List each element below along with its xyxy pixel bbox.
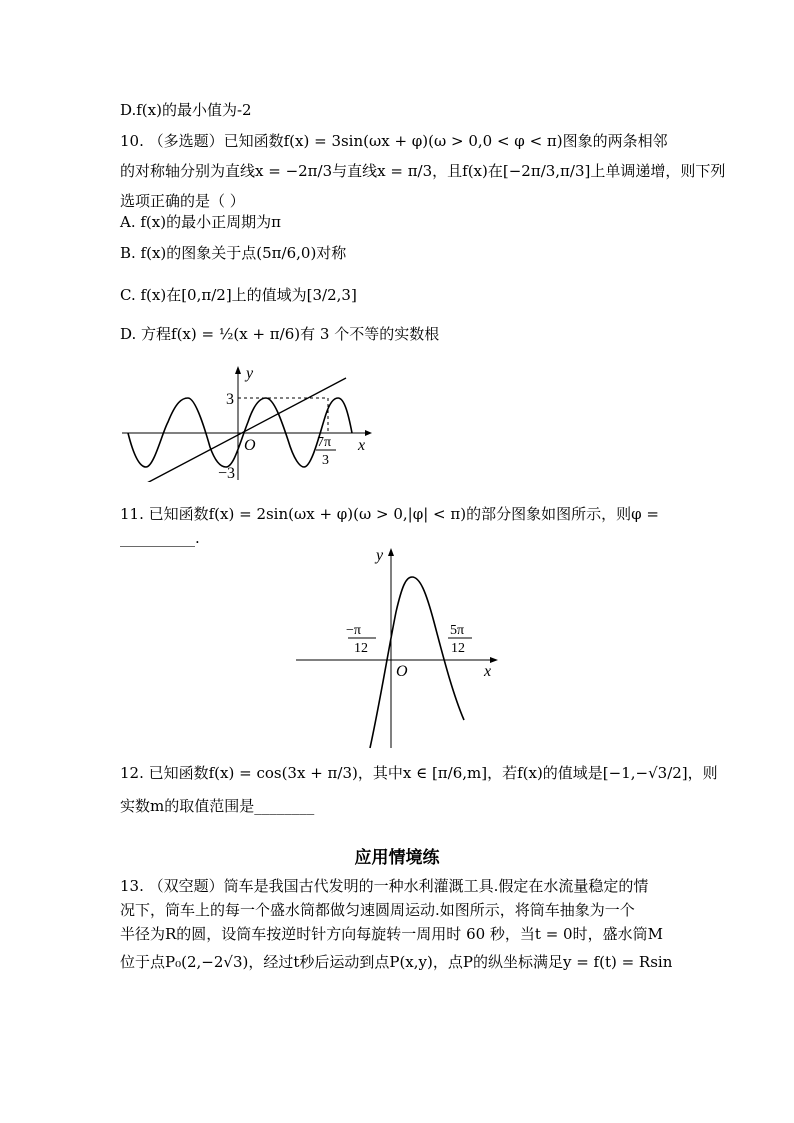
section-title: 应用情境练 (354, 848, 440, 868)
figure-q10 (120, 362, 380, 482)
option-a: A. f(x)的最小正周期为π (120, 213, 281, 231)
fig11-x-label: x (484, 663, 492, 680)
option-d: D. 方程f(x) = ½(x + π/6)有 3 个不等的实数根 (120, 325, 440, 343)
question-13-line-1: 13. （双空题）筒车是我国古代发明的一种水利灌溉工具.假定在水流量稳定的情 (120, 877, 649, 895)
fig10-tick-x-num: 7π (317, 435, 332, 450)
fig11-y-label: y (376, 547, 384, 564)
question-13-line-3: 半径为R的圆，设筒车按逆时针方向每旋转一周用时 60 秒，当t = 0时，盛水筒M (120, 925, 663, 943)
fig11-origin: O (396, 663, 408, 680)
question-12-line-2: 实数m的取值范围是________ (120, 797, 315, 815)
fig10-tick-pos: 3 (226, 391, 234, 408)
option-c: C. f(x)在[0,π/2]上的值域为[3/2,3] (120, 286, 357, 304)
question-13-line-2: 况下，筒车上的每一个盛水筒都做匀速圆周运动.如图所示，将筒车抽象为一个 (120, 901, 635, 919)
fig11-right-num: 5π (450, 623, 465, 638)
fig10-x-label: x (358, 437, 366, 454)
fig11-right-den: 12 (451, 641, 465, 656)
fig11-left-den: 12 (354, 641, 368, 656)
fig10-origin: O (244, 437, 256, 454)
figure-q11 (292, 542, 507, 754)
fig10-tick-x-den: 3 (322, 453, 329, 468)
question-10-line-1: 10. （多选题）已知函数f(x) = 3sin(ωx + φ)(ω > 0,0 < φ < π)图象的两条相邻 (120, 132, 668, 150)
question-11-blank: __________. (120, 529, 200, 547)
option-b: B. f(x)的图象关于点(5π/6,0)对称 (120, 244, 347, 262)
partial-sine-curve (370, 577, 464, 748)
question-13-line-4: 位于点P₀(2,−2√3)，经过t秒后运动到点P(x,y)，点P的纵坐标满足y = f(t) = Rsin (120, 953, 673, 971)
question-11-line-1: 11. 已知函数f(x) = 2sin(ωx + φ)(ω > 0,|φ| < π)的部分图象如图所示，则φ = (120, 505, 659, 523)
fig10-tick-neg: −3 (218, 465, 236, 482)
line-graph (126, 378, 346, 482)
question-10-line-2: 的对称轴分别为直线x = −2π/3与直线x = π/3，且f(x)在[−2π/3,π/3]上单调递增，则下列 (120, 162, 726, 180)
question-10-line-3: 选项正确的是（ ） (120, 192, 245, 210)
fig10-y-label: y (246, 365, 254, 382)
fig11-left-num: −π (346, 623, 361, 638)
question-12-line-1: 12. 已知函数f(x) = cos(3x + π/3)，其中x ∈ [π/6,m]，若f(x)的值域是[−1,−√3/2]，则 (120, 764, 718, 782)
option-d-prev: D.f(x)的最小值为-2 (120, 101, 252, 119)
